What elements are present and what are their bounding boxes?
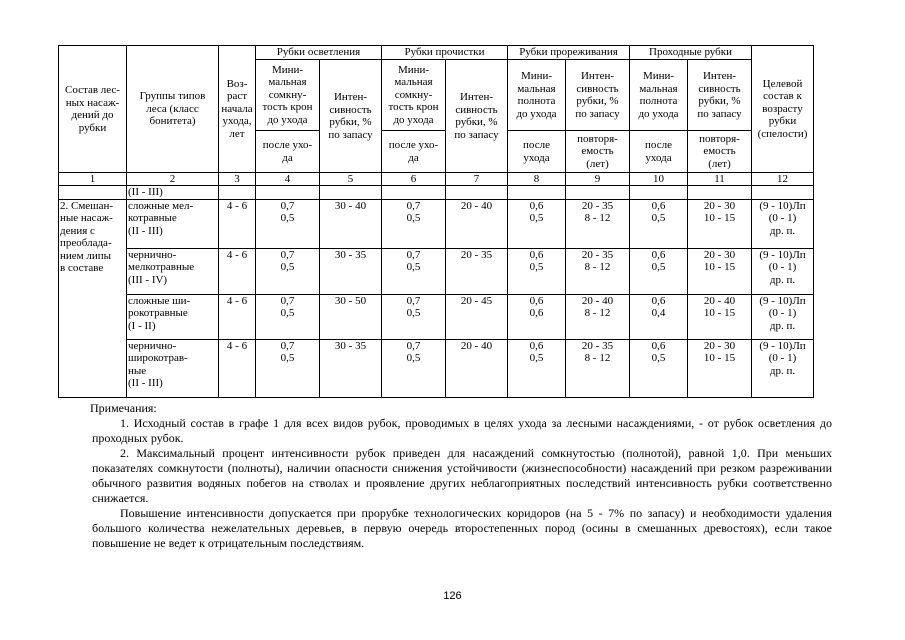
note-1: 1. Исходный состав в графе 1 для всех видов рубок, проводимых в целях ухода за лесными насаждениями, - от рубок осветления до проходных рубок. — [92, 416, 832, 445]
header-forest-groups: Группы типов леса (класс бонитета) — [127, 46, 219, 173]
row-c5: 30 - 35 — [320, 248, 382, 294]
header-min-density-2: Мини- мальная полнота до ухода — [630, 60, 688, 131]
page-number: 126 — [443, 590, 462, 602]
note-2: 2. Максимальный процент интенсивности рубок приведен для насаждений сомкнутостью (полнотой), равной 1,0. При меньших показателях сомкнутости (полноты), наличии опасности снижения устойчивости (жизнеспособности) насаждений при резком разреживании обычного развития водяных побегов на стволах и проявление других неблагоприятных последствий интенсивность рубки соответственно снижается. — [92, 446, 832, 505]
row-c8: 0,6 0,5 — [508, 248, 566, 294]
header-min-closure-1: Мини- мальная сомкну- тость крон до ухода — [256, 60, 320, 131]
header-repeat-1: повторя- емость (лет) — [566, 131, 630, 173]
note-3: Повышение интенсивности допускается при прорубке технологических коридоров (на 5 - 7% по запасу) и необходимости удаления большого количества нежелательных деревьев, в первую очередь второстепенных пород (осины в смешанных древостоях), если такое повышение не ведет к отрицательным последствиям. — [92, 506, 832, 550]
header-repeat-2: повторя- емость (лет) — [688, 131, 752, 173]
row-c12: (9 - 10)Лп (0 - 1) др. п. — [752, 339, 814, 397]
col-num: 12 — [752, 173, 814, 186]
carry-row — [59, 186, 814, 200]
row-c7: 20 - 40 — [446, 199, 508, 248]
row-c12: (9 - 10)Лп (0 - 1) др. п. — [752, 294, 814, 339]
row-c9: 20 - 35 8 - 12 — [566, 199, 630, 248]
header-start-age: Воз- раст начала ухода, лет — [219, 46, 256, 173]
row-c10: 0,6 0,5 — [630, 199, 688, 248]
col-num: 6 — [382, 173, 446, 186]
row-type: чернично- широкотрав- ные (II - III) — [127, 339, 219, 397]
col-num: 10 — [630, 173, 688, 186]
row-c9: 20 - 40 8 - 12 — [566, 294, 630, 339]
row-c7: 20 - 40 — [446, 339, 508, 397]
row-type: сложные ши- рокотравные (I - II) — [127, 294, 219, 339]
header-intensity-4: Интен- сивность рубки, % по запасу — [688, 60, 752, 131]
table-row — [59, 248, 814, 294]
header-intensity-2: Интен- сивность рубки, % по запасу — [446, 60, 508, 173]
header-group-passing: Проходные рубки — [630, 46, 752, 60]
row-age: 4 - 6 — [219, 199, 256, 248]
col-num: 7 — [446, 173, 508, 186]
col-num: 8 — [508, 173, 566, 186]
carry-cell: (II - III) — [127, 186, 219, 200]
row-c9: 20 - 35 8 - 12 — [566, 339, 630, 397]
row-c9: 20 - 35 8 - 12 — [566, 248, 630, 294]
row-c8: 0,6 0,5 — [508, 339, 566, 397]
col-num: 1 — [59, 173, 127, 186]
header-after-care-3: после ухода — [508, 131, 566, 173]
row-c7: 20 - 35 — [446, 248, 508, 294]
col-num: 11 — [688, 173, 752, 186]
col-num: 5 — [320, 173, 382, 186]
header-after-care-4: после ухода — [630, 131, 688, 173]
row-c4: 0,7 0,5 — [256, 339, 320, 397]
table-row — [59, 339, 814, 397]
row-c6: 0,7 0,5 — [382, 339, 446, 397]
col-num: 3 — [219, 173, 256, 186]
header-target: Целевой состав к возрасту рубки (спелости) — [752, 46, 814, 173]
row-c11: 20 - 40 10 - 15 — [688, 294, 752, 339]
header-group-thinning: Рубки прореживания — [508, 46, 630, 60]
row-type: сложные мел- котравные (II - III) — [127, 199, 219, 248]
header-after-care-1: после ухо- да — [256, 131, 320, 173]
header-min-density-1: Мини- мальная полнота до ухода — [508, 60, 566, 131]
row-age: 4 - 6 — [219, 339, 256, 397]
row-c11: 20 - 30 10 - 15 — [688, 248, 752, 294]
row-c11: 20 - 30 10 - 15 — [688, 199, 752, 248]
notes-title: Примечания: — [90, 401, 157, 415]
row-c5: 30 - 50 — [320, 294, 382, 339]
row-c6: 0,7 0,5 — [382, 199, 446, 248]
header-group-clearing: Рубки осветления — [256, 46, 382, 60]
row-c4: 0,7 0,5 — [256, 199, 320, 248]
row-c10: 0,6 0,4 — [630, 294, 688, 339]
row-c10: 0,6 0,5 — [630, 248, 688, 294]
row-c7: 20 - 45 — [446, 294, 508, 339]
row-c12: (9 - 10)Лп (0 - 1) др. п. — [752, 248, 814, 294]
table-row — [59, 199, 814, 248]
row-c5: 30 - 35 — [320, 339, 382, 397]
row-age: 4 - 6 — [219, 294, 256, 339]
header-min-closure-2: Мини- мальная сомкну- тость крон до ухода — [382, 60, 446, 131]
row-c4: 0,7 0,5 — [256, 248, 320, 294]
row-c8: 0,6 0,5 — [508, 199, 566, 248]
row-c5: 30 - 40 — [320, 199, 382, 248]
header-intensity-3: Интен- сивность рубки, % по запасу — [566, 60, 630, 131]
col-num: 4 — [256, 173, 320, 186]
col-num: 9 — [566, 173, 630, 186]
header-composition: Состав лес- ных насаж- дений до рубки — [59, 46, 127, 173]
row-age: 4 - 6 — [219, 248, 256, 294]
col-num: 2 — [127, 173, 219, 186]
row-type: чернично- мелкотравные (III - IV) — [127, 248, 219, 294]
row-c12: (9 - 10)Лп (0 - 1) др. п. — [752, 199, 814, 248]
header-after-care-2: после ухо- да — [382, 131, 446, 173]
row-c4: 0,7 0,5 — [256, 294, 320, 339]
header-group-cleaning: Рубки прочистки — [382, 46, 508, 60]
table-row — [59, 294, 814, 339]
forest-care-table — [58, 45, 814, 398]
row-c6: 0,7 0,5 — [382, 294, 446, 339]
row-c11: 20 - 30 10 - 15 — [688, 339, 752, 397]
row-c6: 0,7 0,5 — [382, 248, 446, 294]
group-label: 2. Смешан- ные насаж- дения с преоблада- нием липы в составе — [59, 199, 127, 397]
header-intensity-1: Интен- сивность рубки, % по запасу — [320, 60, 382, 173]
row-c10: 0,6 0,5 — [630, 339, 688, 397]
notes-section — [92, 401, 832, 551]
row-c8: 0,6 0,6 — [508, 294, 566, 339]
